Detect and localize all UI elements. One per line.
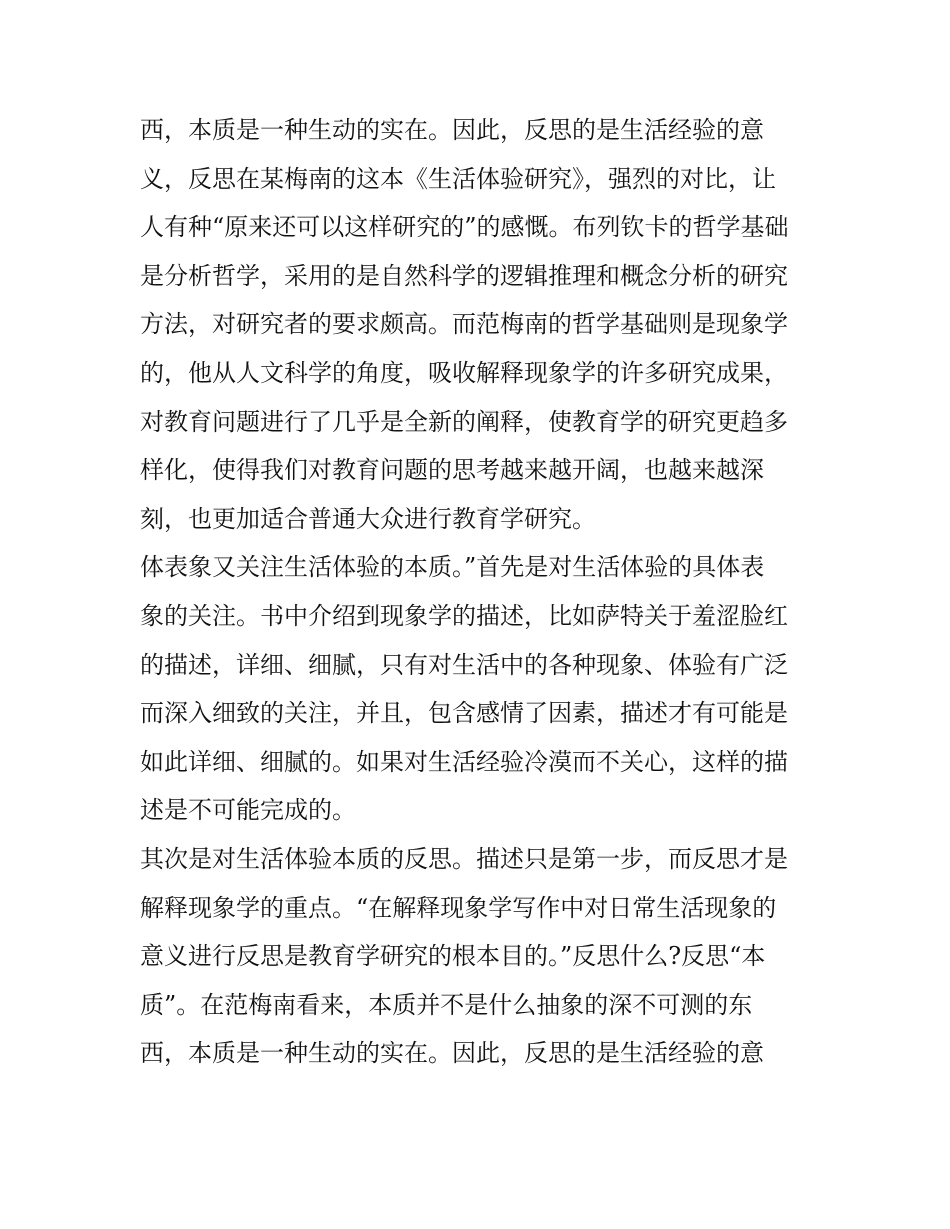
text-line: 如此详细、细腻的。如果对生活经验冷漠而不关心，这样的描: [140, 747, 788, 776]
text-line: 象的关注。书中介绍到现象学的描述，比如萨特关于羞涩脸红: [140, 601, 788, 630]
text-line: 的，他从人文科学的角度，吸收解释现象学的许多研究成果，: [140, 358, 788, 387]
text-line: 样化，使得我们对教育问题的思考越来越开阔，也越来越深: [140, 456, 764, 485]
text-line: 西，本质是一种生动的实在。因此，反思的是生活经验的意: [140, 116, 764, 144]
text-line: 其次是对生活体验本质的反思。描述只是第一步，而反思才是: [140, 844, 788, 873]
text-line: 而深入细致的关注，并且，包含感情了因素，描述才有可能是: [140, 699, 788, 728]
text-line: 人有种“原来还可以这样研究的”的感慨。布列钦卡的哲学基础: [140, 213, 789, 242]
text-line: 对教育问题进行了几乎是全新的阐释，使教育学的研究更趋多: [140, 407, 788, 436]
text-line: 是分析哲学，采用的是自然科学的逻辑推理和概念分析的研究: [140, 261, 788, 290]
text-line: 方法，对研究者的要求颇高。而范梅南的哲学基础则是现象学: [140, 310, 788, 339]
text-line: 的描述，详细、细腻，只有对生活中的各种现象、体验有广泛: [140, 650, 788, 679]
text-line: 意义进行反思是教育学研究的根本目的。”反思什么?反思“本: [140, 942, 766, 971]
text-line: 述是不可能完成的。: [140, 796, 356, 825]
text-line: 解释现象学的重点。“在解释现象学写作中对日常生活现象的: [140, 893, 777, 922]
text-line: 义，反思在某梅南的这本《生活体验研究》，强烈的对比，让: [140, 164, 776, 193]
text-line: 西，本质是一种生动的实在。因此，反思的是生活经验的意: [140, 1039, 764, 1068]
body-text: [140, 106, 820, 1078]
text-line: 质”。在范梅南看来，本质并不是什么抽象的深不可测的东: [140, 990, 753, 1019]
text-line: 刻，也更加适合普通大众进行教育学研究。: [140, 504, 596, 533]
text-line: 体表象又关注生活体验的本质。”首先是对生活体验的具体表: [140, 553, 765, 582]
